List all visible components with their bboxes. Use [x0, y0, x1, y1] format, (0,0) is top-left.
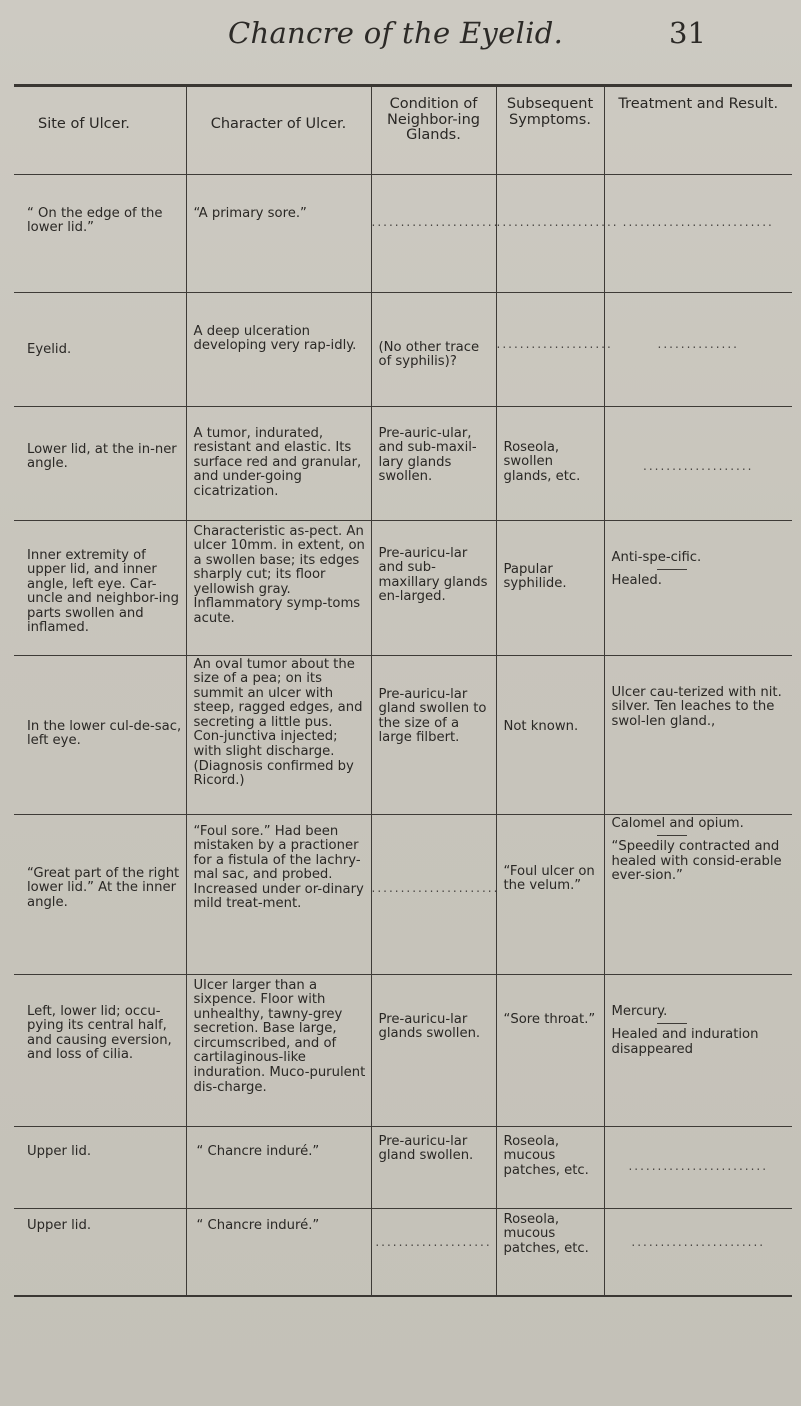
symptoms-cell: Not known. [496, 655, 604, 814]
column-header: Condition of Neighbor-ing Glands. [371, 87, 496, 174]
page-number: 31 [669, 16, 706, 50]
site-cell: Left, lower lid; occu-pying its central half, and causing eversion, and loss of cilia. [14, 974, 186, 1126]
site-cell: Upper lid. [14, 1126, 186, 1208]
treatment-cell: .......................... [604, 174, 792, 292]
site-cell: In the lower cul-de-sac, left eye. [14, 655, 186, 814]
column-header: Character of Ulcer. [186, 87, 371, 174]
site-cell: Inner extremity of upper lid, and inner angle, left eye. Car-uncle and neighbor-ing parts swollen and inflamed. [14, 520, 186, 655]
character-cell: Characteristic as-pect. An ulcer 10mm. in extent, on a swollen base; its edges sharply cut; its floor yellowish gray. Inflammatory symp-toms acute. [186, 520, 371, 655]
symptoms-cell: Roseola, swollen glands, etc. [496, 406, 604, 520]
treatment-cell: ....................... [604, 1208, 792, 1296]
site-cell: Upper lid. [14, 1208, 186, 1296]
treatment-text: Mercury. [611, 1003, 668, 1019]
character-cell: “A primary sore.” [186, 174, 371, 292]
character-cell: Ulcer larger than a sixpence. Floor with unhealthy, tawny-grey secretion. Base large, circumscribed, and of cartilaginous-like induration. Muco-purulent dis-charge. [186, 974, 371, 1126]
result-text: Healed and induration disappeared [611, 1027, 759, 1057]
result-text: “Speedily contracted and healed with consid-erable ever-sion.” [611, 839, 782, 884]
page-header [0, 16, 801, 66]
table-row [14, 1208, 792, 1296]
character-cell: A tumor, indurated, resistant and elastic. Its surface red and granular, and under-going cicatrization. [186, 406, 371, 520]
site-cell: “ On the edge of the lower lid.” [14, 174, 186, 292]
column-header: Treatment and Result. [604, 87, 792, 174]
separator-rule [657, 569, 687, 570]
treatment-text: Ulcer cau-terized with nit. silver. Ten leaches to the swol-len gland., [611, 684, 782, 729]
table-row [14, 292, 792, 406]
table-row [14, 406, 792, 520]
table-row [14, 174, 792, 292]
glands-cell: ...................... [371, 174, 496, 292]
glands-cell: Pre-auricu-lar glands swollen. [371, 974, 496, 1126]
symptoms-cell: “Sore throat.” [496, 974, 604, 1126]
treatment-text: Anti-spe-cific. [611, 549, 702, 565]
character-cell: “ Chancre induré.” [186, 1126, 371, 1208]
glands-cell: Pre-auricu-lar gland swollen. [371, 1126, 496, 1208]
cases-table [14, 87, 792, 1297]
site-cell: “Great part of the right lower lid.” At the inner angle. [14, 814, 186, 974]
table-row [14, 1126, 792, 1208]
treatment-cell [604, 655, 792, 814]
symptoms-cell: Roseola, mucous patches, etc. [496, 1208, 604, 1296]
treatment-cell: ........................ [604, 1126, 792, 1208]
site-cell: Lower lid, at the in-ner angle. [14, 406, 186, 520]
symptoms-cell: .................... [496, 292, 604, 406]
symptoms-cell: Papular syphilide. [496, 520, 604, 655]
glands-cell: ...................... [371, 814, 496, 974]
character-cell: “ Chancre induré.” [186, 1208, 371, 1296]
treatment-cell [604, 520, 792, 655]
treatment-text: Calomel and opium. [611, 815, 744, 831]
result-text: Healed. [611, 573, 662, 589]
running-title: Chancre of the Eyelid. [228, 16, 564, 50]
site-cell: Eyelid. [14, 292, 186, 406]
table-row [14, 520, 792, 655]
column-header: Subsequent Symptoms. [496, 87, 604, 174]
character-cell: A deep ulceration developing very rap-idly. [186, 292, 371, 406]
treatment-cell: .............. [604, 292, 792, 406]
glands-cell: Pre-auricu-lar gland swollen to the size of a large filbert. [371, 655, 496, 814]
character-cell: An oval tumor about the size of a pea; on its summit an ulcer with steep, ragged edges, and secreting a little pus. Con-junctiva injected; with slight discharge. (Diagnosis confirmed by Ricord.) [186, 655, 371, 814]
treatment-cell [604, 974, 792, 1126]
table-header-row [14, 87, 792, 174]
symptoms-cell: Roseola, mucous patches, etc. [496, 1126, 604, 1208]
separator-rule [657, 1023, 687, 1024]
separator-rule [657, 835, 687, 836]
symptoms-cell: ..................... [496, 174, 604, 292]
table-row [14, 655, 792, 814]
treatment-cell [604, 814, 792, 974]
table-row [14, 974, 792, 1126]
character-cell: “Foul sore.” Had been mistaken by a practioner for a fistula of the lachry-mal sac, and probed. Increased under or-dinary mild treat-ment. [186, 814, 371, 974]
glands-cell: .................... [371, 1208, 496, 1296]
table-row [14, 814, 792, 974]
glands-cell: Pre-auricu-lar and sub-maxillary glands en-larged. [371, 520, 496, 655]
glands-cell: Pre-auric-ular, and sub-maxil-lary glands swollen. [371, 406, 496, 520]
glands-cell: (No other trace of syphilis)? [371, 292, 496, 406]
symptoms-cell: “Foul ulcer on the velum.” [496, 814, 604, 974]
treatment-cell: ................... [604, 406, 792, 520]
column-header: Site of Ulcer. [14, 87, 186, 174]
